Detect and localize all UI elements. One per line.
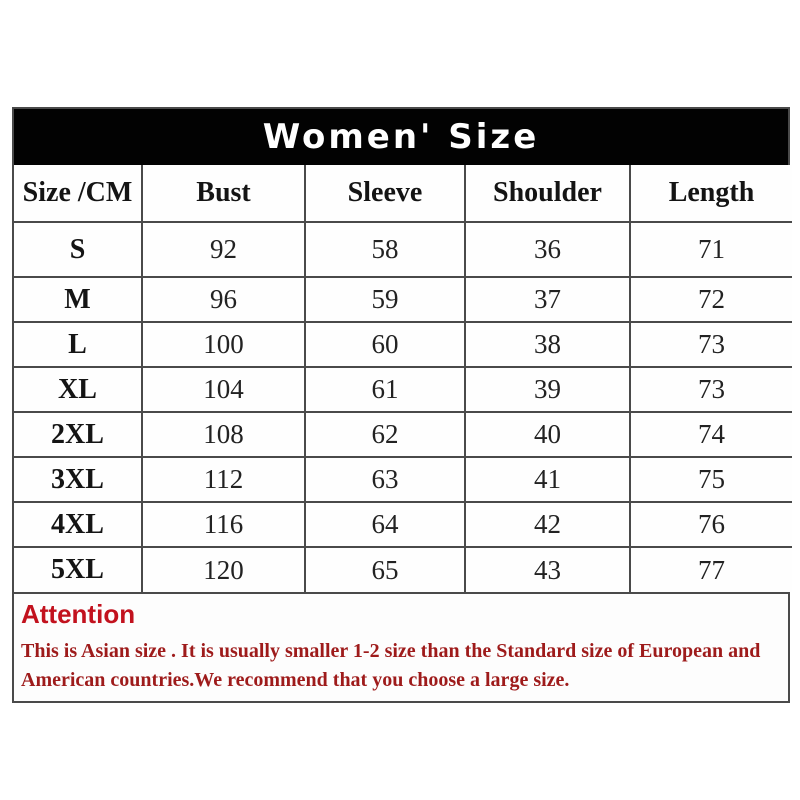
value-cell: 73: [630, 322, 792, 367]
table-row: [14, 222, 792, 277]
value-cell: 64: [305, 502, 465, 547]
value-cell: 104: [142, 367, 305, 412]
value-cell: 40: [465, 412, 630, 457]
value-cell: 39: [465, 367, 630, 412]
size-cell: L: [14, 322, 142, 367]
column-header-bust: Bust: [142, 165, 305, 222]
attention-section: [14, 592, 788, 701]
value-cell: 42: [465, 502, 630, 547]
value-cell: 43: [465, 547, 630, 592]
value-cell: 41: [465, 457, 630, 502]
value-cell: 38: [465, 322, 630, 367]
table-row: [14, 457, 792, 502]
value-cell: 59: [305, 277, 465, 322]
value-cell: 100: [142, 322, 305, 367]
size-table: [14, 165, 792, 592]
value-cell: 75: [630, 457, 792, 502]
size-cell: 2XL: [14, 412, 142, 457]
size-cell: 5XL: [14, 547, 142, 592]
value-cell: 112: [142, 457, 305, 502]
value-cell: 120: [142, 547, 305, 592]
value-cell: 71: [630, 222, 792, 277]
size-chart: [12, 107, 790, 703]
value-cell: 76: [630, 502, 792, 547]
value-cell: 73: [630, 367, 792, 412]
column-header-length: Length: [630, 165, 792, 222]
value-cell: 96: [142, 277, 305, 322]
value-cell: 92: [142, 222, 305, 277]
column-header-sleeve: Sleeve: [305, 165, 465, 222]
chart-title-bar: [14, 109, 788, 165]
table-row: [14, 367, 792, 412]
chart-title: Women' Size: [262, 117, 540, 157]
value-cell: 61: [305, 367, 465, 412]
attention-heading: Attention: [21, 599, 136, 629]
value-cell: 74: [630, 412, 792, 457]
value-cell: 62: [305, 412, 465, 457]
size-cell: 3XL: [14, 457, 142, 502]
header-row: [14, 165, 792, 222]
size-cell: XL: [14, 367, 142, 412]
value-cell: 63: [305, 457, 465, 502]
attention-note: This is Asian size . It is usually smaller 1-2 size than the Standard size of European and American countries.We recommend that you choose a large size.: [21, 639, 761, 691]
value-cell: 65: [305, 547, 465, 592]
column-header-shoulder: Shoulder: [465, 165, 630, 222]
table-row: [14, 547, 792, 592]
table-row: [14, 277, 792, 322]
value-cell: 72: [630, 277, 792, 322]
table-row: [14, 502, 792, 547]
value-cell: 60: [305, 322, 465, 367]
size-cell: S: [14, 222, 142, 277]
size-cell: M: [14, 277, 142, 322]
column-header-size: Size /CM: [14, 165, 142, 222]
value-cell: 77: [630, 547, 792, 592]
value-cell: 36: [465, 222, 630, 277]
table-row: [14, 412, 792, 457]
table-row: [14, 322, 792, 367]
value-cell: 58: [305, 222, 465, 277]
value-cell: 108: [142, 412, 305, 457]
value-cell: 116: [142, 502, 305, 547]
size-cell: 4XL: [14, 502, 142, 547]
value-cell: 37: [465, 277, 630, 322]
